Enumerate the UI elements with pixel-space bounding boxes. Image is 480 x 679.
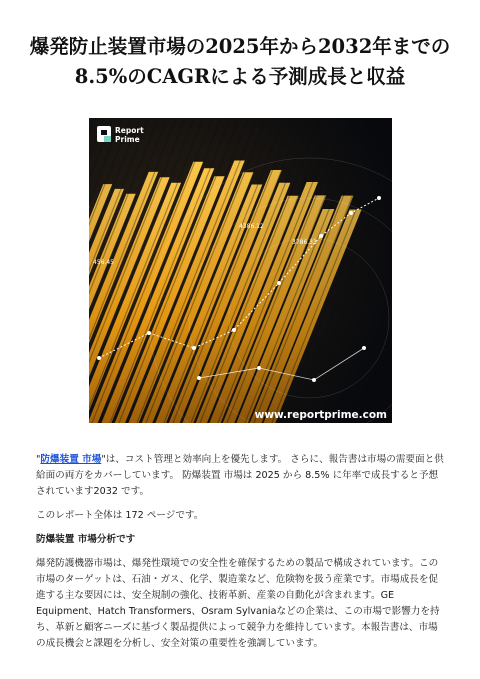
hero-value-label-b: 3786.33: [292, 239, 317, 246]
hero-network-node: [257, 366, 261, 370]
hero-network-node: [197, 376, 201, 380]
analysis-heading: 防爆装置 市場分析です: [36, 534, 136, 545]
article-body: [36, 452, 444, 660]
page-count-line: このレポート全体は 172 ページです。: [36, 510, 204, 521]
hero-value-label-c: 456.45: [93, 259, 114, 266]
analysis-paragraph: 爆発防護機器市場は、爆発性環境での安全性を確保するための製品で構成されています。この市場のターゲットは、石油・ガス、化学、製造業など、危険物を扱う産業です。市場成長を促進する主な要因には、安全規制の強化、技術革新、産業の自動化が含まれます。GE Equipment、Hatch Transformers、Osram Sylvaniaなどの企業は、この市場で影響力を持ち、革新と顧客ニーズに基づく製品提供によって競争力を維持しています。本報告書は、市場の成長機会と課題を分析し、安全対策の重要性を強調しています。: [36, 558, 440, 649]
logo-text-report: Report: [115, 126, 144, 135]
page-title: [20, 32, 460, 92]
hero-network-node: [349, 211, 353, 215]
hero-network-node: [97, 356, 101, 360]
hero-network-node: [319, 234, 323, 238]
title-line-2: 8.5%のCAGRによる予測成長と収益: [74, 65, 406, 88]
title-line-1: 爆発防止装置市場の2025年から2032年までの: [29, 35, 451, 58]
report-prime-logo: [97, 126, 144, 144]
hero-graphic: [89, 118, 392, 423]
hero-network-node: [277, 281, 281, 285]
hero-image: [89, 118, 392, 423]
market-link[interactable]: 防爆装置 市場: [40, 454, 102, 465]
intro-text: は、コスト管理と効率向上を優先します。 さらに、報告書は市場の需要面と供給面の両方をカバーしています。 防爆装置 市場は 2025 から 8.5% に年率で成長すると予想されています2032 です。: [36, 454, 444, 497]
hero-network-node: [362, 346, 366, 350]
hero-network-node: [147, 331, 151, 335]
intro-quote-close: ": [101, 454, 106, 465]
hero-value-label-a: 4386.12: [239, 223, 264, 230]
hero-network-node: [377, 196, 381, 200]
intro-paragraph: [36, 452, 444, 500]
intro-quote-open: ": [36, 454, 41, 465]
logo-text-prime: Prime: [115, 135, 140, 144]
hero-url: www.reportprime.com: [254, 409, 387, 421]
hero-network-node: [312, 378, 316, 382]
hero-network-node: [232, 328, 236, 332]
